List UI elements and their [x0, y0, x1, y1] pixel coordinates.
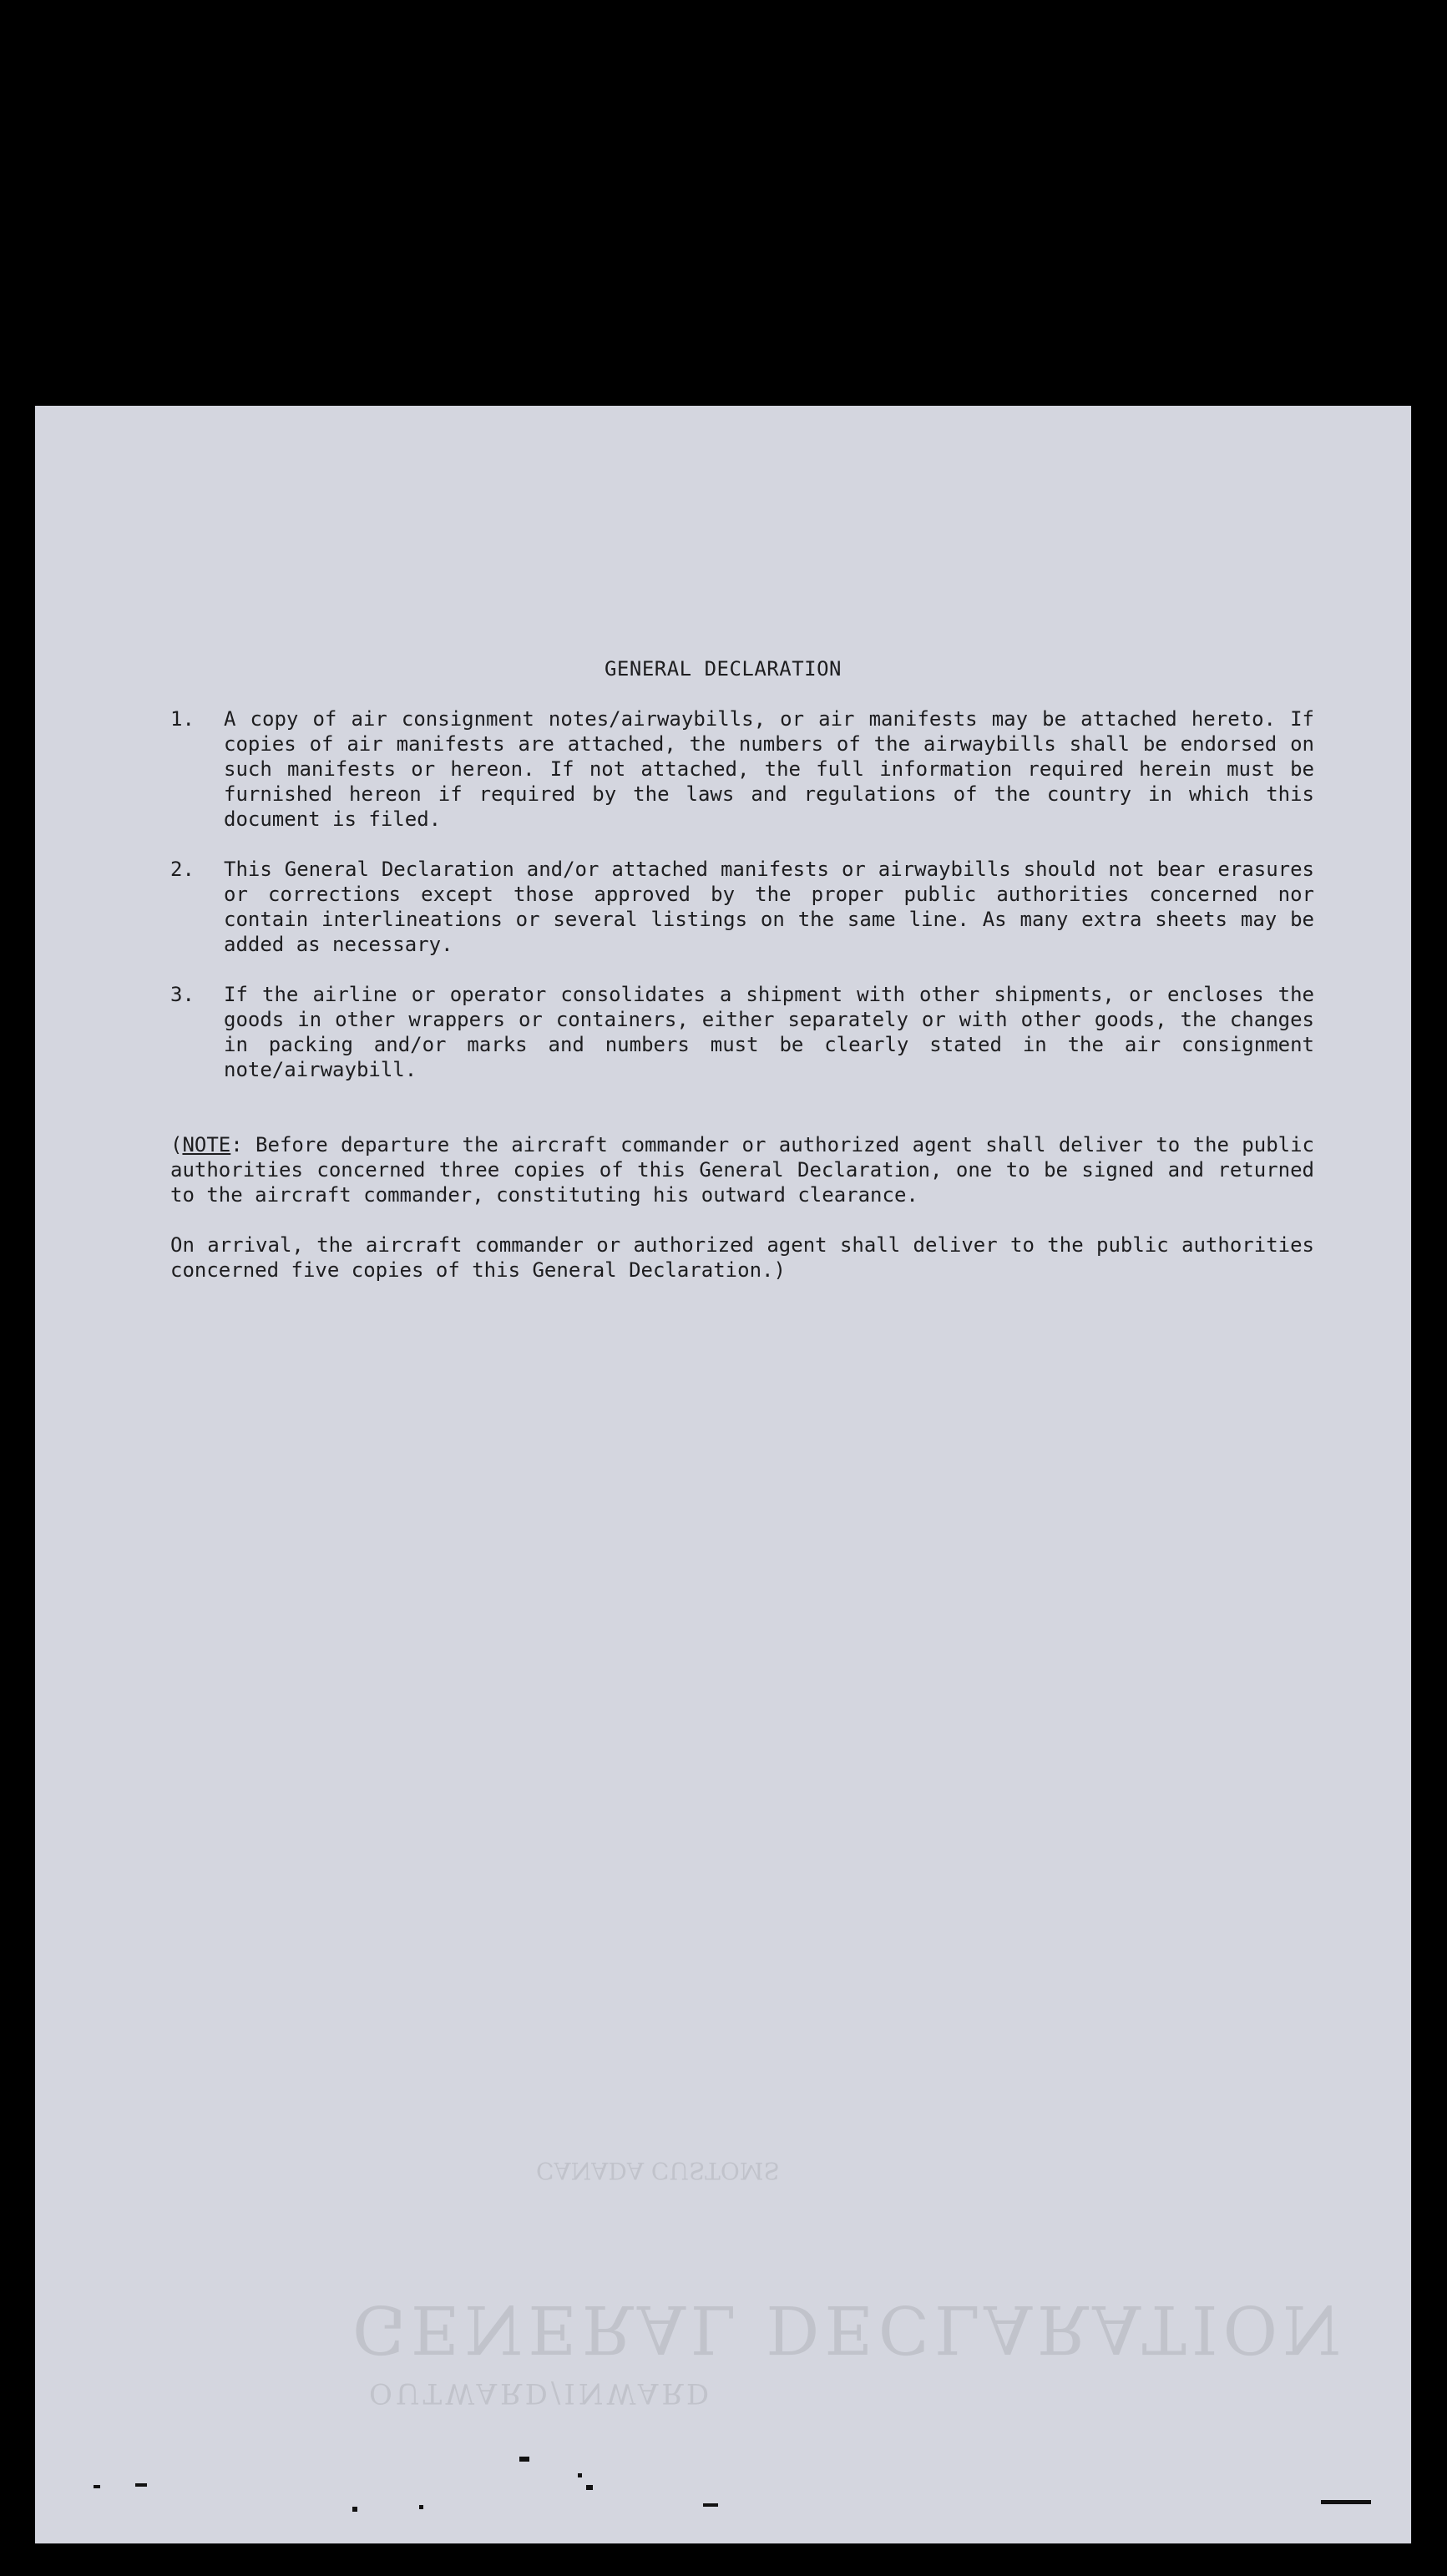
item-text: A copy of air consignment notes/airwaybills, or air manifests may be attached hereto. If copies of air manifests are attached, the numbers of the airwaybills shall be endorsed on such manifests or hereon. If not attached, the full information required herein must be furnished hereon if required by the laws and regulations of the country in which this document is filed. [224, 707, 1314, 831]
note-label: NOTE [182, 1133, 231, 1156]
page-title: GENERAL DECLARATION [604, 657, 842, 681]
instruction-item [170, 706, 1314, 832]
item-number: 1. [170, 707, 195, 731]
instruction-item [170, 857, 1314, 957]
document-content [35, 406, 1411, 2543]
item-text: If the airline or operator consolidates a shipment with other shipments, or encloses the goods in other wrappers or containers, either separately or with other goods, the changes in packing and/or marks and numbers must be clearly stated in the air consignment note/airwaybill. [224, 983, 1314, 1081]
note-paragraph [170, 1132, 1314, 1207]
bleed-through-line: OUTWARD/INWARD [369, 2376, 713, 2410]
note-open-paren: ( [170, 1133, 183, 1156]
bleed-through-line: GENERAL DECLARATION [352, 2290, 1347, 2368]
item-text: This General Declaration and/or attached manifests or airwaybills should not bear erasures or corrections except those approved by the proper public authorities concerned nor contain interlineations or several listings on the same line. As many extra sheets may be added as necessary. [224, 858, 1314, 956]
note-text: : Before departure the aircraft commander or authorized agent shall deliver to the public authorities concerned three copies of this General Declaration, one to be signed and returned to the aircraft commander, constituting his outward clearance. [170, 1133, 1314, 1207]
document-page [35, 406, 1411, 2543]
item-number: 2. [170, 858, 195, 881]
instruction-item [170, 982, 1314, 1082]
item-number: 3. [170, 983, 195, 1006]
note-paragraph: On arrival, the aircraft commander or authorized agent shall deliver to the public authorities concerned five copies of this General Declaration.) [170, 1233, 1314, 1282]
bleed-through-line: CANADA CUSTOMS [536, 2157, 780, 2184]
